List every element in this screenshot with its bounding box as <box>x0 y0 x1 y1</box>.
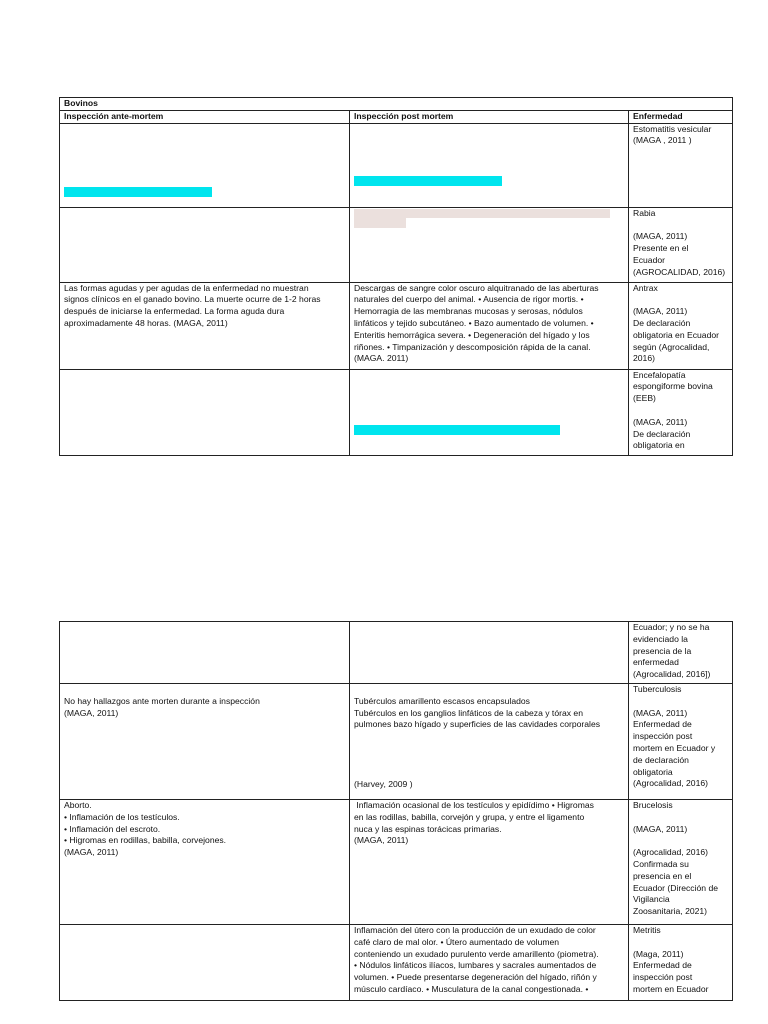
disease-line: mortem en Ecuador <box>633 983 709 994</box>
blank-line <box>633 835 730 847</box>
bovinos-table-continued <box>59 621 733 1001</box>
highlight-bar <box>64 187 212 197</box>
disease-line: mortem en Ecuador y <box>633 742 716 753</box>
ante-mortem-cell <box>60 123 350 207</box>
blank-line <box>64 684 347 696</box>
disease-line: presencia en el <box>633 870 692 881</box>
post-line: (MAGA. 2011) <box>354 353 409 364</box>
disease-line: (MAGA, 2011) <box>633 231 688 242</box>
ante-line: aproximadamente 48 horas. (MAGA, 2011) <box>64 317 228 328</box>
ante-mortem-cell <box>60 282 350 369</box>
disease-line: Estomatitis vesicular <box>633 123 712 134</box>
disease-line: Ecuador <box>633 254 666 265</box>
disease-line: Ecuador (Dirección de <box>633 882 719 893</box>
highlight-bar <box>354 218 406 228</box>
table-title: Bovinos <box>60 98 733 111</box>
post-line: Inflamación del útero con la producción de un exudado de color <box>354 925 596 935</box>
disease-line: Antrax <box>633 282 658 293</box>
ante-line: • Inflamación de los testículos. <box>64 811 180 822</box>
post-line: pulmones bazo hígado y superficies de las cavidades corporales <box>354 719 601 730</box>
disease-cell <box>629 123 733 207</box>
disease-line: obligatoria en Ecuador <box>633 329 719 340</box>
disease-line: inspección post <box>633 731 693 742</box>
post-line: músculo cardíaco. • Musculatura de la canal congestionada. • <box>354 983 589 994</box>
disease-line: Rabia <box>633 207 656 218</box>
blank-line <box>633 219 730 231</box>
disease-line: Enfermedad de <box>633 719 692 730</box>
disease-cell <box>629 282 733 369</box>
table-row <box>60 925 733 1001</box>
post-line: Tubérculos amarillento escasos encapsulados <box>354 695 530 706</box>
disease-line: (EEB) <box>633 393 656 404</box>
ante-mortem-cell <box>60 800 350 925</box>
disease-line: Metritis <box>633 925 661 935</box>
post-mortem-cell <box>350 684 629 800</box>
disease-line: (MAGA, 2011) <box>633 823 688 834</box>
ante-line: No hay hallazgos ante morten durante a inspección <box>64 695 260 706</box>
disease-line: obligatoria en <box>633 440 685 451</box>
table-row <box>60 282 733 369</box>
disease-cell <box>629 369 733 455</box>
disease-cell <box>629 207 733 282</box>
table-row <box>60 684 733 800</box>
post-line: linfáticos y tejido subcutáneo. • Bazo aumentado de volumen. • <box>354 317 594 328</box>
disease-line: Enfermedad de <box>633 960 692 971</box>
disease-line: (MAGA , 2011 ) <box>633 135 692 146</box>
post-line: café claro de mal olor. • Útero aumentado de volumen <box>354 936 560 947</box>
post-line: Descargas de sangre color oscuro alquitranado de las aberturas <box>354 282 599 293</box>
post-line: en las rodillas, babilla, corvejón y grupa, y entre el ligamento <box>354 811 585 822</box>
post-mortem-cell <box>350 282 629 369</box>
disease-line: (AGROCALIDAD, 2016) <box>633 266 726 277</box>
disease-line: Presente en el <box>633 242 689 253</box>
ante-mortem-cell <box>60 684 350 800</box>
disease-line: (Agrocalidad, 2016]) <box>633 669 711 680</box>
blank-line <box>633 937 730 949</box>
ante-line: signos clínicos en el ganado bovino. La muerte ocurre de 1-2 horas <box>64 294 321 305</box>
post-line: • Nódulos linfáticos ilíacos, lumbares y sacrales aumentados de <box>354 960 597 971</box>
post-line: naturales del cuerpo del animal. • Ausencia de rigor mortis. • <box>354 294 584 305</box>
table-row <box>60 123 733 207</box>
disease-line: (Agrocalidad, 2016) <box>633 847 709 858</box>
table-row <box>60 369 733 455</box>
blank-line <box>633 696 730 708</box>
disease-line: Encefalopatía <box>633 369 686 380</box>
post-line: volumen. • Puede presentarse degeneración del hígado, riñón y <box>354 972 597 983</box>
post-line: Inflamación ocasional de los testículos y epidídimo • Higromas <box>354 800 594 810</box>
header-enfermedad: Enfermedad <box>629 110 733 123</box>
disease-line: espongiforme bovina <box>633 381 713 392</box>
disease-line: De declaración <box>633 317 691 328</box>
post-line: Hemorragia de las membranas mucosas y serosas, nódulos <box>354 306 583 317</box>
disease-line: presencia de la <box>633 645 692 656</box>
post-mortem-cell <box>350 123 629 207</box>
ante-mortem-cell <box>60 622 350 684</box>
disease-line: (MAGA, 2011) <box>633 707 688 718</box>
post-line: riñones. • Timpanización y descomposición rápida de la canal. <box>354 341 591 352</box>
table-title-row <box>60 98 733 111</box>
ante-mortem-cell <box>60 207 350 282</box>
post-line: nuca y las espinas torácicas primarias. <box>354 823 502 834</box>
post-line: (MAGA, 2011) <box>354 835 409 846</box>
header-post-mortem: Inspección post mortem <box>350 110 629 123</box>
disease-line: (MAGA, 2011) <box>633 306 688 317</box>
blank-line <box>633 405 730 417</box>
post-mortem-cell <box>350 207 629 282</box>
disease-line: de declaración <box>633 754 689 765</box>
post-line: Tubérculos en los ganglios linfáticos de la cabeza y tórax en <box>354 707 583 718</box>
disease-line: (MAGA, 2011) <box>633 416 688 427</box>
ante-mortem-cell <box>60 925 350 1001</box>
highlight-bar <box>354 425 560 435</box>
header-ante-mortem: Inspección ante-mortem <box>60 110 350 123</box>
ante-line: (MAGA, 2011) <box>64 707 119 718</box>
disease-line: inspección post <box>633 972 693 983</box>
highlight-bar <box>354 176 502 186</box>
disease-line: evidenciado la <box>633 633 688 644</box>
disease-line: (Agrocalidad, 2016) <box>633 778 709 789</box>
disease-cell <box>629 925 733 1001</box>
disease-line: Tuberculosis <box>633 684 682 694</box>
disease-line: De declaración <box>633 428 691 439</box>
ante-line: • Inflamación del escroto. <box>64 823 161 834</box>
post-mortem-cell <box>350 622 629 684</box>
disease-cell <box>629 622 733 684</box>
post-mortem-cell <box>350 800 629 925</box>
table-row <box>60 207 733 282</box>
disease-line: Ecuador; y no se ha <box>633 622 710 632</box>
post-line: Enteritis hemorrágica severa. • Degeneración del hígado y los <box>354 329 590 340</box>
table-row <box>60 622 733 684</box>
disease-line: obligatoria <box>633 766 673 777</box>
disease-line: Brucelosis <box>633 800 673 810</box>
ante-line: • Higromas en rodillas, babilla, corvejones. <box>64 835 227 846</box>
highlight-bar <box>354 209 610 218</box>
ante-line: después de iniciarse la enfermedad. La forma aguda dura <box>64 306 285 317</box>
post-line: conteniendo un exudado purulento verde amarillento (piometra). <box>354 948 599 959</box>
disease-line: enfermedad <box>633 657 679 668</box>
disease-line: 2016) <box>633 353 655 364</box>
ante-line: Las formas agudas y per agudas de la enfermedad no muestran <box>64 282 309 293</box>
ante-mortem-cell <box>60 369 350 455</box>
disease-line: según (Agrocalidad, <box>633 341 710 352</box>
post-citation: (Harvey, 2009 ) <box>354 779 413 789</box>
disease-cell <box>629 684 733 800</box>
post-mortem-cell <box>350 369 629 455</box>
disease-line: Vigilancia <box>633 894 670 905</box>
post-mortem-cell <box>350 925 629 1001</box>
bovinos-table <box>59 97 733 456</box>
table-row <box>60 800 733 925</box>
disease-cell <box>629 800 733 925</box>
blank-line <box>354 684 626 696</box>
disease-line: (Maga, 2011) <box>633 948 684 959</box>
ante-line: (MAGA, 2011) <box>64 847 119 858</box>
ante-line: Aborto. <box>64 800 92 810</box>
table-header-row <box>60 110 733 123</box>
disease-line: Zoosanitaria, 2021) <box>633 906 708 917</box>
blank-line <box>633 294 730 306</box>
blank-line <box>633 812 730 824</box>
disease-line: Confirmada su <box>633 858 689 869</box>
